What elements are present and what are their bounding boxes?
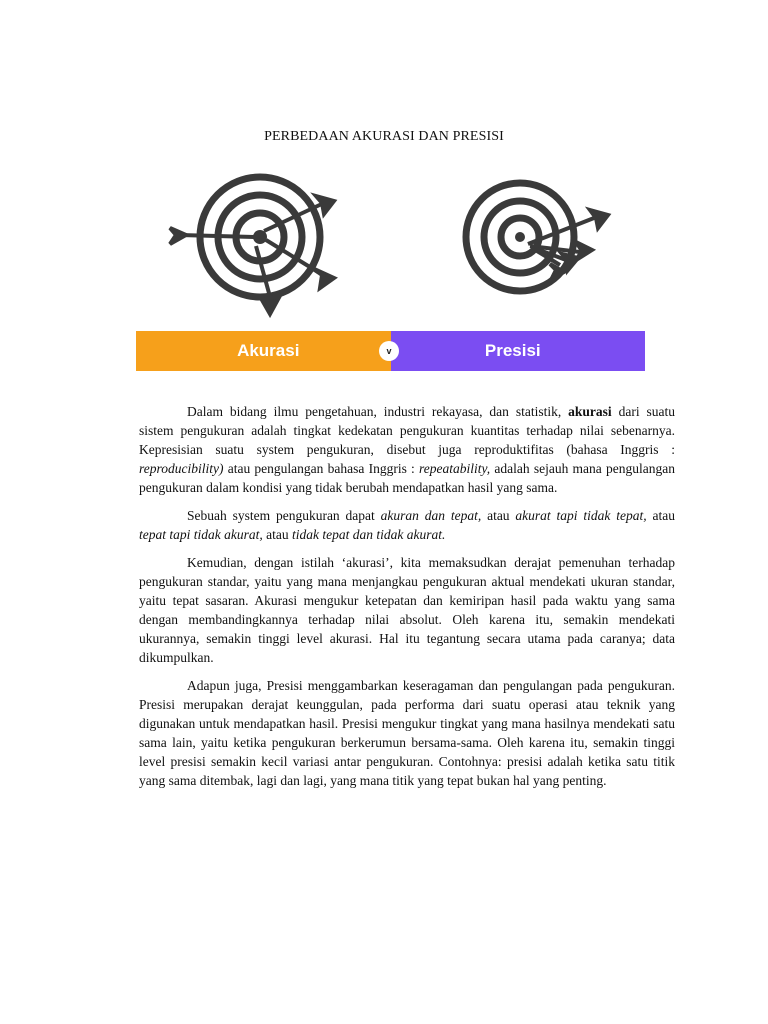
- paragraph-3: Kemudian, dengan istilah ‘akurasi’, kita memaksudkan derajat pemenuhan terhadap pengukuran standar, yaitu yang mana menjangkau pengukuran aktual mendekati ukuran standar, yaitu tepat sasaran. Akurasi mengukur ketepatan dan kemiripan hasil pada waktu yang sama dengan membandingkannya terhadap nilai absolut. Oleh karena itu, semakin mendekati ukurannya, semakin tinggi level akurasi. Hal itu tegantung secara utama pada caranya; data dikumpulkan.: [139, 555, 675, 665]
- p2-italic-3: tepat tapi tidak akurat,: [139, 527, 263, 542]
- p1-italic-repeatability: repeatability,: [419, 461, 491, 476]
- document-title: PERBEDAAN AKURASI DAN PRESISI: [264, 129, 504, 144]
- banner-akurasi-label: Akurasi: [237, 341, 300, 360]
- p2-text-g: atau: [262, 527, 292, 542]
- p1-text-e: atau pengulangan bahasa Inggris :: [223, 461, 420, 476]
- banner-akurasi: [136, 331, 391, 371]
- vs-badge: v: [379, 341, 399, 361]
- body-text: [139, 402, 675, 799]
- p1-bold-akurasi: akurasi: [568, 404, 612, 419]
- p2-text-e: atau: [646, 508, 675, 523]
- target-illustrations: [136, 168, 646, 328]
- banner-presisi-label: Presisi: [484, 341, 541, 360]
- p1-text-c: dari suatu sistem pengukuran adalah tingkat kedekatan pengukuran kuantitas terhadap nilai sebenarnya. Kepresisian suatu system pengukuran, disebut juga reproduktifitas (bahasa Inggris :: [139, 404, 675, 457]
- p2-italic-4: tidak tepat dan tidak akurat.: [292, 527, 446, 542]
- illustration: [136, 168, 646, 328]
- p2-italic-1: akuran dan tepat,: [380, 508, 482, 523]
- banner-presisi: [391, 331, 646, 371]
- paragraph-2: [139, 506, 675, 544]
- p1-text-a: Dalam bidang ilmu pengetahuan, industri rekayasa, dan statistik,: [187, 404, 569, 419]
- paragraph-1: [139, 402, 675, 497]
- comparison-banner: [136, 331, 645, 371]
- p1-text-g: adalah sejauh mana pengulangan pengukuran dalam kondisi yang tidak berubah mendapatkan hasil yang sama.: [139, 461, 675, 495]
- p2-italic-2: akurat tapi tidak tepat,: [515, 508, 647, 523]
- p2-text-c: atau: [481, 508, 516, 523]
- p1-italic-reproducibility: reproducibility): [139, 461, 224, 476]
- p2-text-a: Sebuah system pengukuran dapat: [187, 508, 381, 523]
- paragraph-4: Adapun juga, Presisi menggambarkan keseragaman dan pengulangan pada pengukuran. Presisi merupakan derajat keunggulan, pada performa dari suatu operasi atau teknik yang digunakan untuk mendapatkan hasil. Presisi mengukur tingkat yang mana hasilnya mendekati satu sama lain, yaitu ketika pengukuran berkerumun bersama-sama. Oleh karena itu, semakin tinggi level presisi semakin kecil variasi antar pengukuran. Contohnya: presisi adalah ketika satu titik yang sama ditembak, lagi dan lagi, yang mana titik yang tepat bukan hal yang penting.: [139, 678, 675, 788]
